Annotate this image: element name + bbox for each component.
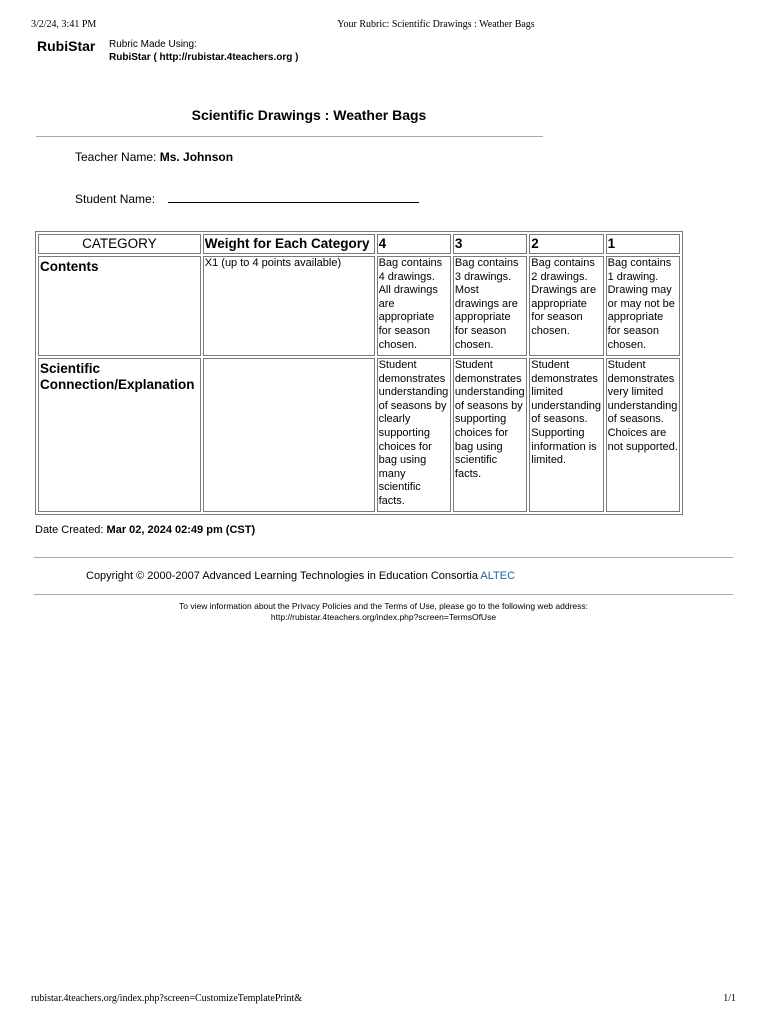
rubistar-logo: RubiStar — [37, 38, 96, 54]
divider — [36, 136, 543, 137]
print-page-title: Your Rubric: Scientific Drawings : Weather Bags — [337, 19, 535, 30]
header-category: CATEGORY — [38, 234, 201, 254]
copyright-text: Copyright © 2000-2007 Advanced Learning Technologies in Education Consortia — [86, 570, 478, 582]
date-created-label: Date Created: — [35, 524, 104, 536]
student-name — [75, 190, 419, 206]
page-title: Scientific Drawings : Weather Bags — [191, 107, 427, 123]
header-weight: Weight for Each Category — [203, 234, 375, 254]
header-score-4: 4 — [377, 234, 451, 254]
cell-score-4: Bag contains 4 drawings. All drawings are appropriate for season chosen. — [377, 256, 451, 356]
print-page-number: 1/1 — [723, 993, 736, 1004]
terms-url: http://rubistar.4teachers.org/index.php?screen=TermsOfUse — [270, 612, 497, 622]
student-name-blank — [168, 190, 419, 203]
date-created — [35, 524, 255, 536]
row-category: Contents — [38, 256, 201, 356]
header-score-2: 2 — [529, 234, 603, 254]
altec-link[interactable]: ALTEC — [480, 570, 516, 582]
cell-score-3: Student demonstrates understanding of seasons by supporting choices for bag using scientific facts. — [453, 358, 527, 512]
student-name-label: Student Name: — [75, 192, 156, 206]
cell-score-4: Student demonstrates understanding of seasons by clearly supporting choices for bag using many scientific facts. — [377, 358, 451, 512]
privacy-line: To view information about the Privacy Policies and the Terms of Use, please go to the following web address: — [178, 601, 588, 611]
cell-score-1: Student demonstrates very limited understanding of seasons. Choices are not supported. — [606, 358, 680, 512]
divider — [34, 594, 733, 595]
rubric-table — [35, 231, 683, 515]
row-category: Scientific Connection/Explanation — [38, 358, 201, 512]
print-url: rubistar.4teachers.org/index.php?screen=CustomizeTemplatePrint& — [31, 993, 303, 1004]
row-weight — [203, 358, 375, 512]
table-row — [38, 358, 680, 512]
privacy-notice — [34, 601, 733, 623]
teacher-name-label: Teacher Name: — [75, 150, 157, 164]
cell-score-2: Student demonstrates limited understanding of seasons. Supporting information is limited. — [529, 358, 603, 512]
cell-score-2: Bag contains 2 drawings. Drawings are appropriate for season chosen. — [529, 256, 603, 356]
cell-score-3: Bag contains 3 drawings. Most drawings are appropriate for season chosen. — [453, 256, 527, 356]
teacher-name — [75, 150, 233, 164]
teacher-name-value: Ms. Johnson — [159, 150, 234, 164]
cell-score-1: Bag contains 1 drawing. Drawing may or may not be appropriate for season chosen. — [606, 256, 680, 356]
row-weight: X1 (up to 4 points available) — [203, 256, 375, 356]
print-datetime: 3/2/24, 3:41 PM — [31, 19, 97, 30]
made-using-value: RubiStar ( http://rubistar.4teachers.org ) — [109, 52, 299, 63]
copyright — [86, 570, 515, 582]
table-header-row — [38, 234, 680, 254]
made-using-label: Rubric Made Using: — [109, 39, 197, 50]
date-created-value: Mar 02, 2024 02:49 pm (CST) — [106, 524, 256, 536]
made-using-block — [109, 38, 298, 64]
header-score-3: 3 — [453, 234, 527, 254]
header-score-1: 1 — [606, 234, 680, 254]
divider — [34, 557, 733, 558]
table-row — [38, 256, 680, 356]
